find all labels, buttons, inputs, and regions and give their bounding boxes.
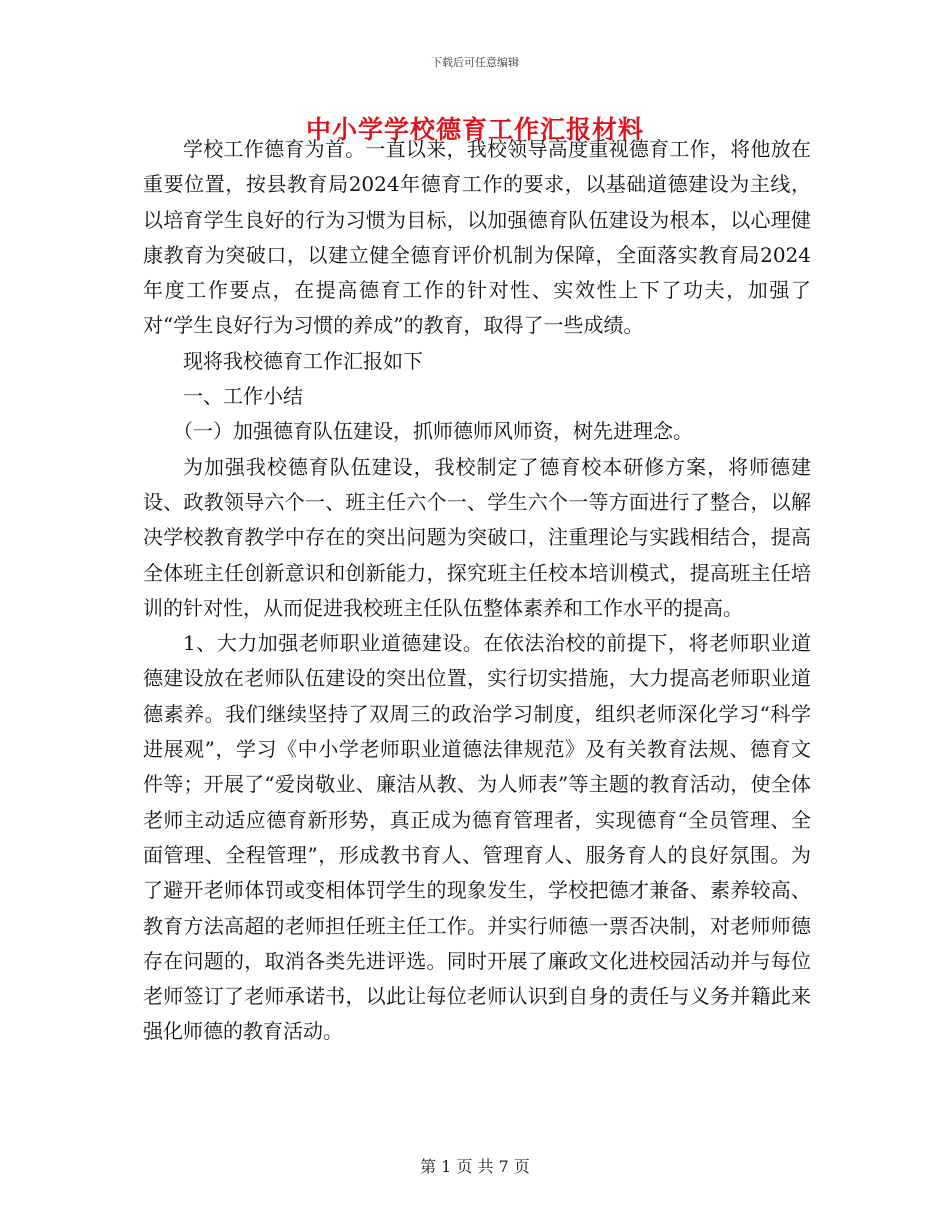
page-footer: 第 1 页 共 7 页 (420, 1157, 530, 1176)
section-heading: 一、工作小结 (183, 384, 303, 409)
page-header-note: 下载后可任意编辑 (431, 56, 519, 69)
body-paragraph: 1、大力加强老师职业道德建设。在依法治校的前提下，将老师职业道德建设放在老师队伍建设的突出位置，实行切实措施，大力提高老师职业道德素养。我们继续坚持了双周三的政治学习制度，组织老师深化学习“科学进展观”，学习《中小学老师职业道德法律规范》及有关教育法规、德育文件等；开展了“爱岗敬业、廉洁从教、为人师表”等主题的教育活动，使全体老师主动适应德育新形势，真正成为德育管理者，实现德育“全员管理、全面管理、全程管理”，形成教书育人、管理育人、服务育人的良好氛围。为了避开老师体罚或变相体罚学生的现象发生，学校把德才兼备、素养较高、教育方法高超的老师担任班主任工作。并实行师德一票否决制，对老师师德存在问题的，取消各类先进评选。同时开展了廉政文化进校园活动并与每位老师签订了老师承诺书，以此让每位老师认识到自身的责任与义务并籍此来强化师德的教育活动。 (143, 631, 811, 1044)
document-body (143, 132, 811, 1050)
document-title: 中小学学校德育工作汇报材料 (305, 115, 644, 144)
subsection-heading: （一）加强德育队伍建设，抓师德师风师资，树先进理念。 (173, 419, 693, 444)
intro-paragraph: 学校工作德育为首。一直以来，我校领导高度重视德育工作，将他放在重要位置，按县教育局2024年德育工作的要求，以基础道德建设为主线，以培育学生良好的行为习惯为目标，以加强德育队伍建设为根本，以心理健康教育为突破口，以建立健全德育评价机制为保障，全面落实教育局2024年度工作要点，在提高德育工作的针对性、实效性上下了功夫，加强了对“学生良好行为习惯的养成”的教育，取得了一些成绩。 (143, 137, 811, 338)
body-paragraph: 为加强我校德育队伍建设，我校制定了德育校本研修方案，将师德建设、政教领导六个一、班主任六个一、学生六个一等方面进行了整合，以解决学校教育教学中存在的突出问题为突破口，注重理论与实践相结合，提高全体班主任创新意识和创新能力，探究班主任校本培训模式，提高班主任培训的针对性，从而促进我校班主任队伍整体素养和工作水平的提高。 (143, 454, 811, 620)
report-lead-paragraph: 现将我校德育工作汇报如下 (183, 348, 423, 373)
